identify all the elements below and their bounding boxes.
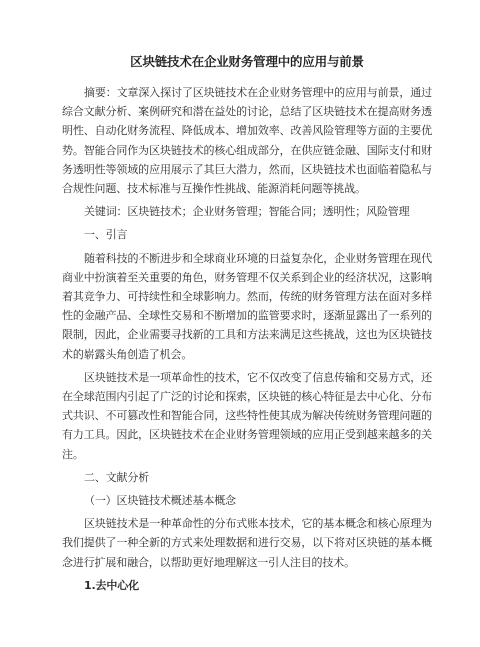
section-heading-literature: 二、文献分析 — [84, 470, 150, 484]
keywords-paragraph: 关键词：区块链技术；企业财务管理；智能合同；透明性；风险管理 — [84, 205, 410, 219]
abstract-paragraph: 摘要：文章深入探讨了区块链技术在企业财务管理中的应用与前景，通过综合文献分析、案例研究和潜在益处的讨论，总结了区块链技术在提高财务透明性、自动化财务流程、降低成本、增加效率、改善风险管理等方面的主要优势。智能合同作为区块链技术的核心组成部分，在供应链金融、国际支付和财务透明性等领域的应用展示了其巨大潜力，然而，区块链技术也面临着隐私与合规性问题、技术标准与互操作性挑战、能源消耗问题等挑战。 — [62, 86, 432, 196]
item-heading-decentralization: 1.去中心化 — [84, 578, 139, 592]
overview-paragraph: 区块链技术是一种革命性的分布式账本技术，它的基本概念和核心原理为我们提供了一种全新的方式来处理数据和进行交易，以下将对区块链的基本概念进行扩展和融合，以帮助更好地理解这一引人注目的技术。 — [62, 517, 432, 569]
subsection-heading-overview: （一）区块链技术概述基本概念 — [84, 494, 236, 508]
introduction-paragraph-2: 区块链技术是一项革命性的技术，它不仅改变了信息传输和交易方式，还在全球范围内引起了广泛的讨论和探索，区块链的核心特征是去中心化、分布式共识、不可篡改性和智能合同，这些特性使其成为解决传统财务管理问题的有力工具。因此，区块链技术在企业财务管理领域的应用正受到越来越多的关注。 — [62, 370, 432, 461]
section-heading-introduction: 一、引言 — [84, 228, 128, 242]
document-title: 区块链技术在企业财务管理中的应用与前景 — [130, 54, 364, 69]
introduction-paragraph-1: 随着科技的不断进步和全球商业环境的日益复杂化，企业财务管理在现代商业中扮演着至关重要的角色，财务管理不仅关系到企业的经济状况，这影响着其竞争力、可持续性和全球影响力。然而，传统的财务管理方法在面对多样性的金融产品、全球性交易和不断增加的监管要求时，逐渐显露出了一系列的限制，因此，企业需要寻找新的工具和方法来满足这些挑战，这也为区块链技术的崭露头角创造了机会。 — [62, 251, 432, 361]
